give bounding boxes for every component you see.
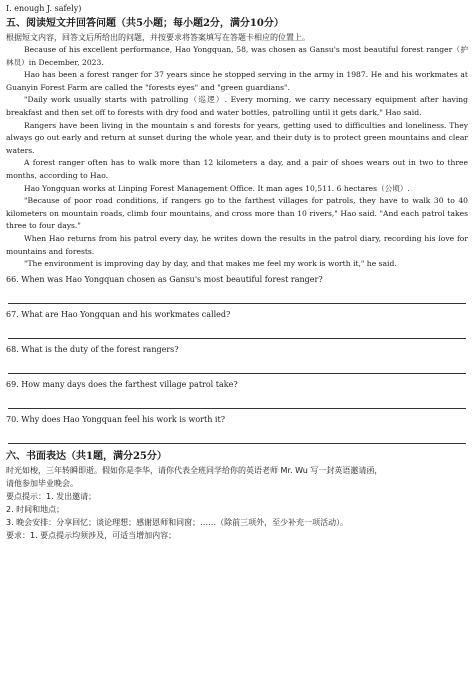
question-67: 67. What are Hao Yongquan and his workmates called? [6,309,231,319]
previous-answers: I. enough J. safely) [6,4,82,13]
passage-paragraph: "Daily work usually starts with patrolling（巡逻）. Every morning, we carry necessary equipment after having breakfast and then set off to forests with dry food and water bottles, patrolling until it gets dark," Hao said. [6,95,468,117]
writing-prompt-line: 请他参加毕业晚会。 [6,478,78,488]
answer-line-70[interactable] [8,426,466,444]
passage-paragraph: "The environment is improving day by day, and that makes me feel my work is worth it," he said. [24,259,397,269]
section6-title: 六、书面表达（共1题，满分25分） [6,450,167,462]
answer-line-69[interactable] [8,391,466,409]
question-66: 66. When was Hao Yongquan chosen as Gansu's most beautiful forest ranger? [6,274,323,284]
passage-paragraph: Hao Yongquan works at Linping Forest Management Office. It man ages 10,511. 6 hectares（公顷）. [24,183,410,193]
section5-instruction: 根据短文内容，回答文后所给出的问题，并按要求将答案填写在答题卡相应的位置上。 [6,33,310,42]
passage-paragraph: Hao has been a forest ranger for 37 years since he stopped serving in the army in 1987. He and his workmates at Guanyin Forest Farm are called the "forests eyes" and "green guardians". [6,70,468,92]
passage-paragraph: When Hao returns from his patrol every day, he writes down the results in the patrol diary, recording his love for mountains and forests. [6,233,468,256]
question-69: 69. How many days does the farthest village patrol take? [6,379,238,389]
writing-prompt-line: 3. 晚会安排：分享回忆；谈论理想；感谢恩师和同窗；……（除前三项外，至少补充一项活动）。 [6,517,349,527]
writing-prompt-line: 要求：1. 要点提示均须涉及，可适当增加内容； [6,530,177,540]
answer-line-66[interactable] [8,286,466,304]
passage-paragraph: A forest ranger often has to walk more than 12 kilometers a day, and a pair of shoes wears out in two to three months, according to Hao. [6,158,468,180]
section5-title: 五、阅读短文并回答问题（共5小题；每小题2分，满分10分） [6,18,284,29]
reading-passage [6,44,468,271]
question-70: 70. Why does Hao Yongquan feel his work is worth it? [6,414,225,424]
passage-paragraph: "Because of poor road conditions, if rangers go to the farthest villages for patrols, they have to walk 30 to 40 kilometers on mountain roads, climb four mountains, and cross more than 10 rivers," Hao said. "And each patrol takes three to four days." [6,196,468,231]
passage-paragraph: Because of his excellent performance, Hao Yongquan, 58, was chosen as Gansu's most beautiful forest ranger（护林员）in December, 2023. [6,45,468,67]
answer-line-68[interactable] [8,356,466,374]
answer-line-67[interactable] [8,321,466,339]
writing-prompt-line: 要点提示：1. 发出邀请； [6,491,97,501]
writing-prompt-line: 2. 时间和地点； [6,504,65,514]
passage-paragraph: Rangers have been living in the mountain s and forests for years, getting used to difficulties and loneliness. They always go out early and return at sunset during the whole year, and their duty is to protect green mountains and clear waters. [6,120,468,155]
question-68: 68. What is the duty of the forest rangers? [6,344,179,354]
writing-prompt-line: 时光如梭，三年转瞬即逝。假如你是李华，请你代表全班同学给你的英语老师 Mr. Wu 写一封英语邀请函， [6,465,383,475]
question-list [6,274,468,444]
